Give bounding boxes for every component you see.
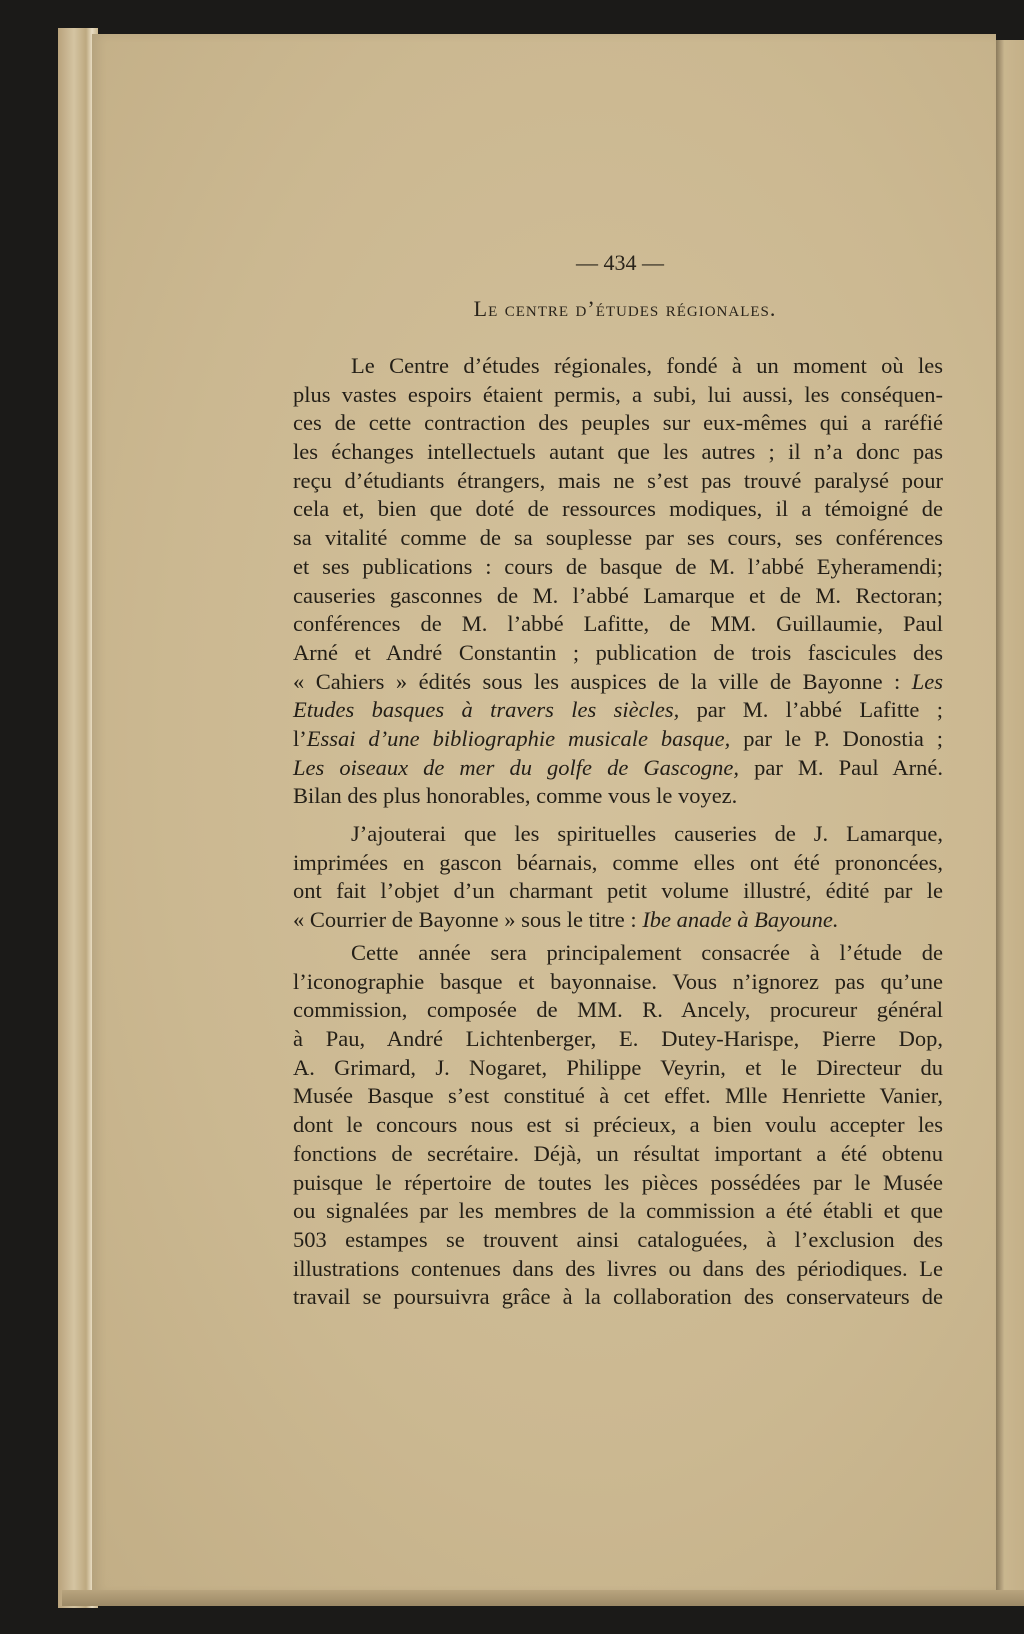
- text-line: [293, 1025, 943, 1054]
- line-text: Cette année sera principalement consacrée à l’étude de: [351, 940, 943, 965]
- text-line: [293, 639, 943, 668]
- italic-title-text: Essai d’une bibliographie musicale basque,: [306, 725, 731, 751]
- italic-title-text: Etudes basques à travers les siècles,: [293, 697, 680, 723]
- line-text: commission, composée de MM. R. Ancely, procureur général: [293, 997, 943, 1023]
- line-text: ou signalées par les membres de la commission a été établi et que: [293, 1198, 943, 1224]
- page-bottom-edge: [62, 1590, 1024, 1606]
- line-text: « Courrier de Bayonne » sous le titre :: [293, 907, 643, 933]
- text-line: [293, 409, 943, 438]
- line-text: cela et, bien que doté de ressources modiques, il a témoigné de: [293, 496, 943, 522]
- text-line: [293, 495, 943, 524]
- text-line: [293, 1283, 943, 1312]
- facing-page-edge: [996, 40, 1024, 1600]
- line-text: illustrations contenues dans des livres ou dans des périodiques. Le: [293, 1255, 943, 1281]
- line-text: par M. l’abbé Lafitte ;: [679, 697, 943, 723]
- line-text: conférences de M. l’abbé Lafitte, de MM. Guillaumie, Paul: [293, 611, 943, 637]
- line-text: reçu d’étudiants étrangers, mais ne s’est pas trouvé paralysé pour: [293, 467, 943, 493]
- line-text: fonctions de secrétaire. Déjà, un résultat important a été obtenu: [293, 1140, 943, 1166]
- line-text: Arné et André Constantin ; publication de trois fascicules des: [293, 639, 943, 665]
- line-text: les échanges intellectuels autant que les autres ; il n’a donc pas: [293, 439, 943, 465]
- line-text: ont fait l’objet d’un charmant petit volume illustré, édité par le: [293, 878, 943, 904]
- text-line: [293, 939, 943, 968]
- line-text: causeries gasconnes de M. l’abbé Lamarque et de M. Rectoran;: [293, 582, 943, 608]
- line-text: dont le concours nous est si précieux, a bien voulu accepter les: [293, 1112, 943, 1138]
- paragraph: [293, 352, 943, 811]
- line-text: par le P. Donostia ;: [730, 725, 943, 751]
- line-text: Le Centre d’études régionales, fondé à un moment où les: [351, 353, 943, 378]
- text-line: [293, 524, 943, 553]
- text-line: [293, 668, 943, 697]
- text-line: [293, 467, 943, 496]
- text-line: [293, 553, 943, 582]
- line-text: Bilan des plus honorables, comme vous le voyez.: [293, 783, 738, 809]
- line-text: « Cahiers » édités sous les auspices de la ville de Bayonne :: [293, 668, 912, 694]
- text-line: [293, 381, 943, 410]
- line-text: imprimées en gascon béarnais, comme elles ont été prononcées,: [293, 849, 943, 875]
- text-line: [293, 1054, 943, 1083]
- line-text: puisque le répertoire de toutes les pièces possédées par le Musée: [293, 1169, 943, 1195]
- paragraph: [293, 820, 943, 935]
- line-text: par M. Paul Arné.: [739, 754, 944, 780]
- text-line: [293, 996, 943, 1025]
- line-text: et ses publications : cours de basque de M. l’abbé Eyheramendi;: [293, 553, 943, 579]
- text-line: [293, 849, 943, 878]
- line-text: J’ajouterai que les spirituelles causeries de J. Lamarque,: [351, 821, 943, 846]
- text-line: [293, 1169, 943, 1198]
- text-line: [293, 582, 943, 611]
- text-line: [293, 1140, 943, 1169]
- text-line: [293, 1197, 943, 1226]
- italic-title-text: Les: [911, 668, 943, 694]
- line-text: à Pau, André Lichtenberger, E. Dutey-Harispe, Pierre Dop,: [293, 1026, 943, 1052]
- line-text: plus vastes espoirs étaient permis, a subi, lui aussi, les conséquen-: [293, 381, 943, 407]
- line-text: 503 estampes se trouvent ainsi cataloguées, à l’exclusion des: [293, 1226, 943, 1252]
- section-heading: Le centre d’études régionales.: [473, 296, 777, 321]
- paragraph: [293, 939, 943, 1312]
- page-number: — 434 —: [576, 250, 664, 275]
- line-text: ces de cette contraction des peuples sur eux-mêmes qui a raréfié: [293, 410, 943, 436]
- line-text: l’: [293, 725, 307, 751]
- text-line: [293, 906, 943, 935]
- line-text: sa vitalité comme de sa souplesse par ses cours, ses conférences: [293, 525, 943, 551]
- text-line: [293, 782, 943, 811]
- text-line: [293, 1082, 943, 1111]
- text-line: [293, 1226, 943, 1255]
- italic-title-text: Les oiseaux de mer du golfe de Gascogne,: [293, 754, 740, 780]
- text-line: [293, 877, 943, 906]
- text-line: [293, 968, 943, 997]
- text-line: [293, 725, 943, 754]
- text-line: [293, 1255, 943, 1284]
- line-text: l’iconographie basque et bayonnaise. Vous n’ignorez pas qu’une: [293, 968, 943, 994]
- line-text: Musée Basque s’est constitué à cet effet. Mlle Henriette Vanier,: [293, 1083, 943, 1109]
- text-line: [293, 438, 943, 467]
- text-line: [293, 610, 943, 639]
- text-line: [293, 352, 943, 381]
- italic-title-text: Ibe anade à Bayoune.: [642, 907, 839, 933]
- text-line: [293, 1111, 943, 1140]
- text-line: [293, 820, 943, 849]
- text-line: [293, 754, 943, 783]
- line-text: travail se poursuivra grâce à la collaboration des conservateurs de: [293, 1284, 943, 1310]
- line-text: A. Grimard, J. Nogaret, Philippe Veyrin, et le Directeur du: [293, 1054, 943, 1080]
- text-line: [293, 696, 943, 725]
